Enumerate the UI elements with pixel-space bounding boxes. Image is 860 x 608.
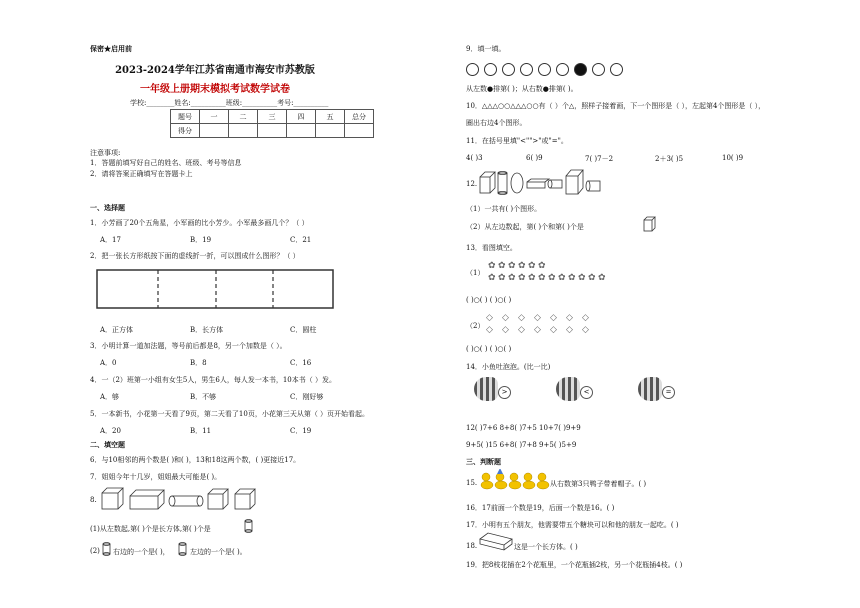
- score-cell: 三: [258, 110, 287, 124]
- option[interactable]: B．19: [190, 236, 212, 244]
- option[interactable]: B．11: [190, 427, 212, 435]
- secret-label: 保密★启用前: [90, 44, 132, 53]
- flower-icon: ✿: [498, 261, 506, 271]
- filled-circle: [574, 63, 587, 76]
- flower-icon: ✿: [538, 261, 546, 271]
- diamond-icon: ◇: [534, 325, 541, 335]
- cylinder-icon: [177, 541, 189, 557]
- question-11: 11．在括号里填"<"">"或"="。: [466, 137, 568, 145]
- empty-circle: [610, 63, 623, 76]
- score-cell[interactable]: [258, 124, 287, 138]
- ducks-figure: [478, 469, 550, 491]
- info-line: 学校:________姓名:__________班级:__________考号:__________: [130, 99, 329, 107]
- cuboid-figure: [478, 531, 514, 551]
- question-15: 从右数第3只鸭子带着帽子。( ): [550, 480, 647, 488]
- score-cell: 四: [287, 110, 316, 124]
- question-14-row1: 12( )7+6 8+8( )7+5 10+7( )9+9: [466, 424, 581, 432]
- compare-item: 4( )3: [466, 154, 483, 162]
- question-14-row2: 9+5( )15 6+8( )7+8 9+5( )5+9: [466, 441, 577, 449]
- question-8-label: 8.: [90, 496, 97, 504]
- diamond-icon: ◇: [582, 313, 589, 323]
- solids-row-figure: [478, 168, 608, 196]
- option[interactable]: C．16: [290, 359, 312, 367]
- question-6: 6．与10相邻的两个数是( )和( )，13和18这两个数，( )更接近17。: [90, 456, 301, 464]
- shapes-row-figure: [100, 486, 260, 516]
- cylinder-icon: [101, 541, 113, 557]
- question-16: 16．17前面一个数是19，后面一个数是16。( ): [466, 504, 615, 512]
- bubble-sign: <: [580, 386, 593, 399]
- question-13-2: （2）: [466, 322, 485, 330]
- fish-icon: [556, 377, 580, 401]
- flower-icon: ✿: [588, 273, 596, 283]
- score-cell[interactable]: [200, 124, 229, 138]
- score-cell: 题号: [171, 110, 200, 124]
- diamond-icon: ◇: [550, 325, 557, 335]
- question-8-line1: (1)从左数起,第( )个是长方体,第( )个是: [90, 525, 211, 533]
- question-8-line2-prefix: (2): [90, 547, 100, 555]
- empty-circle: [484, 63, 497, 76]
- flower-icon: ✿: [508, 261, 516, 271]
- question-9: 9．填一填。: [466, 45, 506, 53]
- question-8-line2-right: 右边的一个是( )，: [113, 548, 170, 556]
- empty-circle: [538, 63, 551, 76]
- flower-icon: ✿: [598, 273, 606, 283]
- question-9-fill: 从左数●排第( )；从右数●排第( )。: [466, 85, 578, 93]
- exam-title: 2023-2024学年江苏省南通市海安市苏教版: [115, 65, 315, 76]
- option[interactable]: C．19: [290, 427, 312, 435]
- option[interactable]: B．长方体: [190, 326, 224, 334]
- question-3: 3．小明计算一道加法题，等号前后都是8，另一个加数是（ ）。: [90, 342, 287, 350]
- question-15-label: 15.: [466, 479, 478, 487]
- empty-circle: [556, 63, 569, 76]
- empty-circle: [592, 63, 605, 76]
- flower-icon: ✿: [518, 273, 526, 283]
- question-10-cont: 圈出右边4个图形。: [466, 119, 527, 127]
- score-table: [170, 109, 374, 138]
- question-17: 17．小明有五个朋友，他需要带五个糖块可以和他的朋友一起吃。( ): [466, 521, 679, 529]
- bubble-sign: >: [498, 386, 511, 399]
- option[interactable]: C．刚好够: [290, 393, 324, 401]
- diamond-icon: ◇: [566, 325, 573, 335]
- empty-circle: [520, 63, 533, 76]
- flower-icon: ✿: [508, 273, 516, 283]
- question-2: 2．把一张长方形纸按下面的虚线折一折，可以围成什么图形？（ ）: [90, 252, 300, 260]
- flower-icon: ✿: [568, 273, 576, 283]
- question-13-1: （1）: [466, 269, 485, 277]
- option[interactable]: B．8: [190, 359, 207, 367]
- question-18-label: 18.: [466, 542, 478, 550]
- exam-subtitle: 一年级上册期末模拟考试数学试卷: [140, 84, 290, 95]
- section-title: 一、选择题: [90, 203, 125, 212]
- score-cell: 二: [229, 110, 258, 124]
- option[interactable]: C．圆柱: [290, 326, 317, 334]
- score-cell: 五: [316, 110, 345, 124]
- note-item: 2．请将答案正确填写在答题卡上: [90, 170, 193, 178]
- score-cell[interactable]: [316, 124, 345, 138]
- diamond-icon: ◇: [486, 313, 493, 323]
- question-13-fill2: ( )○( ) ( )○( ): [466, 345, 512, 353]
- option[interactable]: A．0: [100, 359, 117, 367]
- option[interactable]: A．够: [100, 393, 120, 401]
- diamond-icon: ◇: [566, 313, 573, 323]
- diamond-icon: ◇: [582, 325, 589, 335]
- option[interactable]: A．20: [100, 427, 121, 435]
- score-cell: 总分: [345, 110, 374, 124]
- score-cell: 一: [200, 110, 229, 124]
- question-12-a: （1）一共有( )个图形。: [466, 205, 542, 213]
- diamond-icon: ◇: [518, 313, 525, 323]
- diamond-icon: ◇: [486, 325, 493, 335]
- score-cell[interactable]: [229, 124, 258, 138]
- flower-icon: ✿: [488, 261, 496, 271]
- option[interactable]: B．不够: [190, 393, 217, 401]
- bubble-sign: =: [662, 386, 675, 399]
- empty-circle: [502, 63, 515, 76]
- question-5: 5．一本新书，小花第一天看了9页，第二天看了10页，小花第三天从第（ ）页开始看起。: [90, 410, 370, 418]
- empty-circle: [466, 63, 479, 76]
- diamond-icon: ◇: [502, 313, 509, 323]
- question-1: 1．小芳画了20个五角星，小军画的比小芳少。小军最多画几个？（ ）: [90, 219, 309, 227]
- score-cell[interactable]: [345, 124, 374, 138]
- cylinder-icon: [243, 518, 255, 534]
- compare-item: 2＋3( )5: [655, 155, 684, 163]
- option[interactable]: C．21: [290, 236, 312, 244]
- flower-icon: ✿: [528, 261, 536, 271]
- question-8-line2-left: 左边的一个是( )。: [190, 548, 247, 556]
- question-13-fill1: ( )○( ) ( )○( ): [466, 296, 512, 304]
- question-13: 13．看图填空。: [466, 244, 517, 252]
- question-7: 7．姐姐今年十几岁，姐姐最大可能是( )。: [90, 473, 222, 481]
- question-12-label: 12.: [466, 180, 478, 188]
- flower-icon: ✿: [548, 273, 556, 283]
- flower-icon: ✿: [578, 273, 586, 283]
- flower-icon: ✿: [558, 273, 566, 283]
- section-title: 三、判断题: [466, 457, 501, 466]
- question-18: 这是一个长方体。( ): [514, 543, 578, 551]
- compare-item: 6( )9: [526, 154, 543, 162]
- flower-icon: ✿: [518, 261, 526, 271]
- option[interactable]: A．正方体: [100, 326, 134, 334]
- diamond-icon: ◇: [550, 313, 557, 323]
- section-title: 二、填空题: [90, 440, 125, 449]
- cuboid-icon: [643, 216, 657, 232]
- diamond-icon: ◇: [534, 313, 541, 323]
- score-cell: 得分: [171, 124, 200, 138]
- fish-icon: [474, 377, 498, 401]
- question-14: 14．小鱼吐泡泡。(比一比): [466, 363, 551, 371]
- flower-icon: ✿: [498, 273, 506, 283]
- notes-title: 注意事项:: [90, 149, 121, 157]
- compare-item: 10( )9: [722, 154, 744, 162]
- folding-paper-figure: [96, 268, 336, 313]
- flower-icon: ✿: [538, 273, 546, 283]
- flower-icon: ✿: [528, 273, 536, 283]
- question-12-b: （2）从左边数起，第( )个和第( )个是: [466, 223, 584, 231]
- diamond-icon: ◇: [502, 325, 509, 335]
- note-item: 1．答题前填写好自己的姓名、班级、考号等信息: [90, 159, 242, 167]
- option[interactable]: A．17: [100, 236, 121, 244]
- question-10: 10．△△△○○△△△○○有（ ）个△，照样子接着画，下一个图形是（ ），左起第4个图形是（ ），: [466, 102, 766, 110]
- compare-item: 7( )7－2: [585, 155, 614, 163]
- diamond-icon: ◇: [518, 325, 525, 335]
- score-cell[interactable]: [287, 124, 316, 138]
- flower-icon: ✿: [488, 273, 496, 283]
- question-4: 4．一（2）班第一小组有女生5人，男生6人，每人发一本书，10本书（ ）发。: [90, 376, 336, 384]
- question-19: 19．把8枝花插在2个花瓶里，一个花瓶插2枝，另一个花瓶插4枝。( ): [466, 561, 683, 569]
- fish-icon: [638, 377, 662, 401]
